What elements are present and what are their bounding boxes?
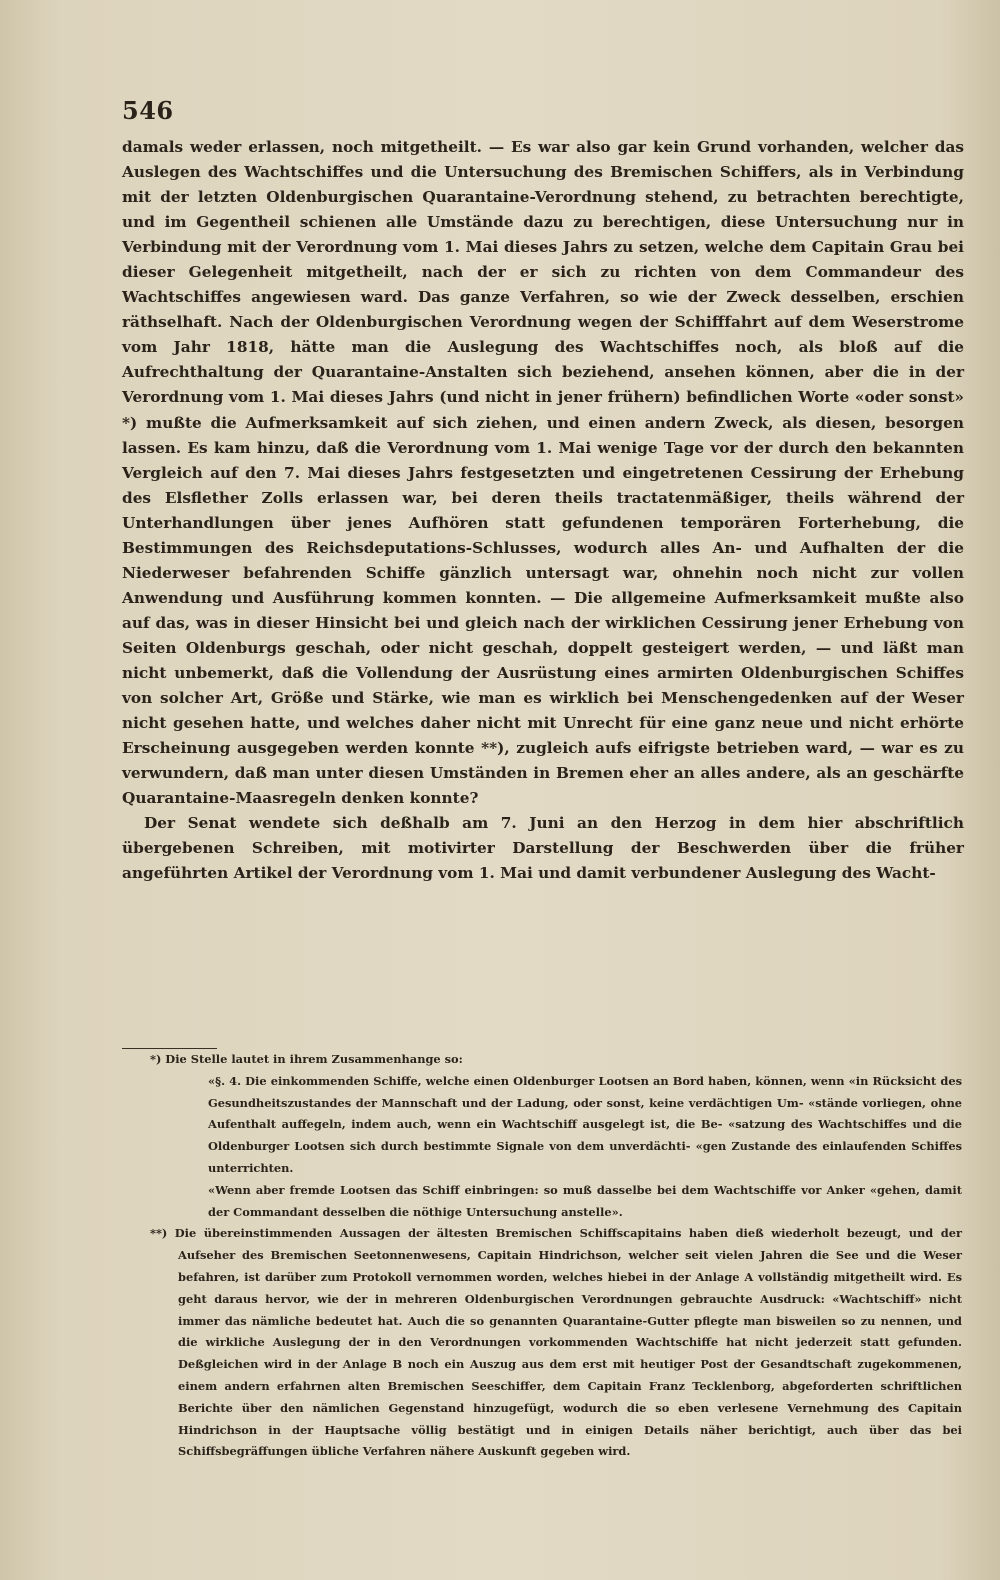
footnote-1-intro: *) Die Stelle lautet in ihrem Zusammenhange so: <box>150 1052 463 1066</box>
page-number: 546 <box>122 96 174 125</box>
paragraph: Der Senat wendete sich deßhalb am 7. Juni an den Herzog in dem hier abschriftlich übergebenen Schreiben, mit motivirter Darstellung der Beschwerden über die früher angeführten Artikel der Verordnung vom 1. Mai und damit verbundener Auslegung des Wacht- <box>122 814 964 883</box>
main-text <box>122 135 964 886</box>
footnote-2: **) Die übereinstimmenden Aussagen der ältesten Bremischen Schiffscapitains haben dieß wiederholt bezeugt, und der Aufseher des Bremischen Seetonnenwesens, Capitain Hindrichson, welcher seit vielen Jahren die See und die Weser befahren, ist darüber zum Protokoll vernommen worden, welches hiebei in der Anlage A vollständig mitgetheilt wird. Es geht daraus hervor, wie der in mehreren Oldenburgischen Verordnungen gebrauchte Ausdruck: «Wachtschiff» nicht immer das nämliche bedeutet hat. Auch die so genannten Quarantaine-Gutter pflegte man bisweilen so zu nennen, und die wirkliche Auslegung der in den Verordnungen vorkommenden Wachtschiffe hat nicht jederzeit statt gefunden. Deßgleichen wird in der Anlage B noch ein Auszug aus dem erst mit heutiger Post der Gesandtschaft zugekommenen, einem andern erfahrnen alten Bremischen Seeschiffer, dem Capitain Franz Tecklenborg, abgeforderten schriftlichen Berichte über den nämlichen Gegenstand hinzugefügt, wodurch die so eben verlesene Vernehmung des Capitain Hindrichson in der Hauptsache völlig bestätigt und in einigen Details näher berichtigt, auch über das bei Schiffsbegräffungen übliche Verfahren nähere Auskunft gegeben wird. <box>150 1226 962 1459</box>
footnote-1-quote: «§. 4. Die einkommenden Schiffe, welche einen Oldenburger Lootsen an Bord haben, können, wenn «in Rücksicht des Gesundheitszustandes der Mannschaft und der Ladung, oder sonst, keine verdächtigen Um- «stände vorliegen, ohne Aufenthalt auffegeln, indem auch, wenn ein Wachtschiff ausgelegt ist, die Be- «satzung des Wachtschiffes und die Oldenburger Lootsen sich durch bestimmte Signale von dem unverdächti- «gen Zustande des einlaufenden Schiffes unterrichten. <box>208 1073 962 1175</box>
paragraph: damals weder erlassen, noch mitgetheilt. — Es war also gar kein Grund vorhanden, welcher das Auslegen des Wachtschiffes und die Untersuchung des Bremischen Schiffers, als in Verbindung mit der letzten Oldenburgischen Quarantaine-Verordnung stehend, zu betrachten berechtigte, und im Gegentheil schienen alle Umstände dazu zu berechtigen, diese Untersuchung nur in Verbindung mit der Verordnung vom 1. Mai dieses Jahrs zu setzen, welche dem Capitain Grau bei dieser Gelegenheit mitgetheilt, nach der er sich zu richten von dem Commandeur des Wachtschiffes angewiesen ward. Das ganze Verfahren, so wie der Zweck desselben, erschien räthselhaft. Nach der Oldenburgischen Verordnung wegen der Schifffahrt auf dem Weserstrome vom Jahr 1818, hätte man die Auslegung des Wachtschiffes noch, als bloß auf die Aufrechthaltung der Quarantaine-Anstalten sich beziehend, ansehen können, aber die in der Verordnung vom 1. Mai dieses Jahrs (und nicht in jener frühern) befindlichen Worte «oder sonst» *) mußte die Aufmerksamkeit auf sich ziehen, und einen andern Zweck, als diesen, besorgen lassen. Es kam hinzu, daß die Verordnung vom 1. Mai wenige Tage vor der durch den bekannten Vergleich auf den 7. Mai dieses Jahrs festgesetzten und eingetretenen Cessirung der Erhebung des Elsflether Zolls erlassen war, bei deren theils tractatenmäßiger, theils während der Unterhandlungen über jenes Aufhören statt gefundenen temporären Forterhebung, die Bestimmungen des Reichsdeputations-Schlusses, wodurch alles An- und Aufhalten der die Niederweser befahrenden Schiffe gänzlich untersagt war, ohnehin noch nicht zur vollen Anwendung und Ausführung kommen konnten. — Die allgemeine Aufmerksamkeit mußte also auf das, was in dieser Hinsicht bei und gleich nach der wirklichen Cessirung jener Erhebung von Seiten Oldenburgs geschah, oder nicht geschah, doppelt gesteigert werden, — und läßt man nicht unbemerkt, daß die Vollendung der Ausrüstung eines armirten Oldenburgischen Schiffes von solcher Art, Größe und Stärke, wie man es wirklich bei Menschengedenken auf der Weser nicht gesehen hatte, und welches daher nicht mit Unrecht für eine ganz neue und nicht erhörte Erscheinung ausgegeben werden konnte **), zugleich aufs eifrigste betrieben ward, — war es zu verwundern, daß man unter diesen Umständen in Bremen eher an alles andere, als an geschärfte Quarantaine-Maasregeln denken konnte? <box>122 138 964 808</box>
footnotes <box>150 1049 962 1463</box>
footnote-1-quote: «Wenn aber fremde Lootsen das Schiff einbringen: so muß dasselbe bei dem Wachtschiffe vor Anker «gehen, damit der Commandant desselben die nöthige Untersuchung anstelle». <box>208 1182 962 1219</box>
